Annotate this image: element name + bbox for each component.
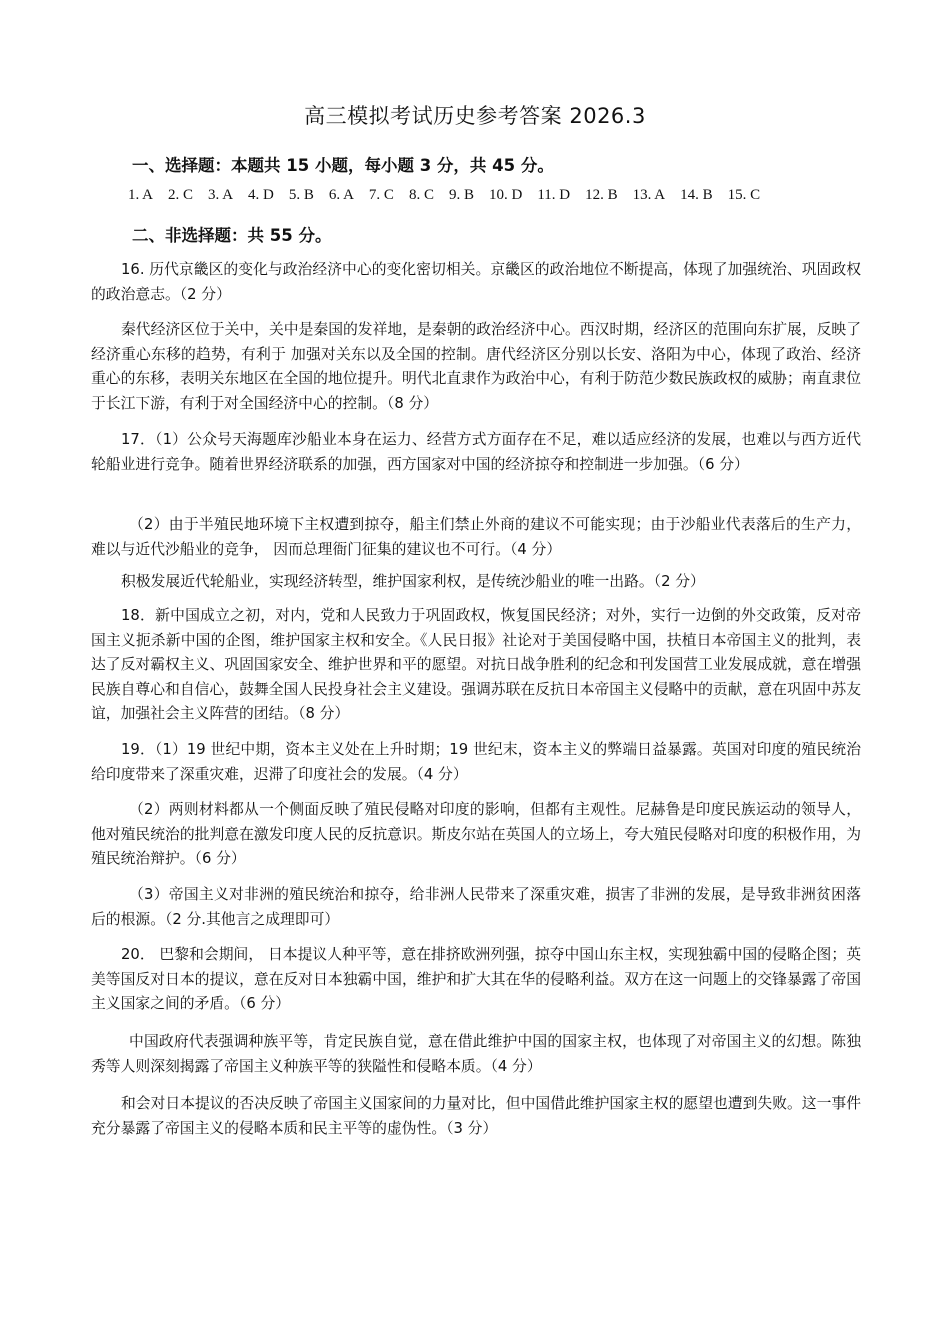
answer-paragraph: （2）两则材料都从一个侧面反映了殖民侵略对印度的影响，但都有主观性。尼赫鲁是印度民族运动的领导人，他对殖民统治的批判意在激发印度人民的反抗意识。斯皮尔站在英国人的立场上，夸大殖民侵略对印度的积极作用，为殖民统治辩护。（6 分） — [91, 801, 861, 867]
section-heading-essay: 二、非选择题：共 55 分。 — [132, 226, 332, 245]
answer-item: 3. A — [208, 187, 234, 203]
choice-answer-list — [128, 187, 868, 204]
page-title: 高三模拟考试历史参考答案 2026.3 — [304, 104, 646, 128]
section-heading-choice: 一、选择题：本题共 15 小题，每小题 3 分，共 45 分。 — [132, 156, 554, 175]
answer-item: 1. A — [128, 187, 154, 203]
answer-paragraph: 17．（1）公众号天海题库沙船业本身在运力、经营方式方面存在不足，难以适应经济的发展，也难以与西方近代轮船业进行竞争。随着世界经济联系的加强，西方国家对中国的经济掠夺和控制进一步加强。（6 分） — [91, 431, 861, 473]
answer-item: 14. B — [680, 187, 713, 203]
answer-paragraph: 中国政府代表强调种族平等，肯定民族自觉，意在借此维护中国的国家主权，也体现了对帝国主义的幻想。陈独秀等人则深刻揭露了帝国主义种族平等的狭隘性和侵略本质。（4 分） — [91, 1033, 861, 1075]
answer-item: 10. D — [488, 187, 523, 203]
answer-item: 9. B — [448, 187, 474, 203]
answer-paragraph: 20． 巴黎和会期间， 日本提议人种平等，意在排挤欧洲列强，掠夺中国山东主权，实现独霸中国的侵略企图；英美等国反对日本的提议，意在反对日本独霸中国，维护和扩大其在华的侵略利益。双方在这一问题上的交锋暴露了帝国主义国家之间的矛盾。（6 分） — [91, 946, 861, 1012]
answer-paragraph: （2）由于半殖民地环境下主权遭到掠夺，船主们禁止外商的建议不可能实现；由于沙船业代表落后的生产力，难以与近代沙船业的竞争， 因而总理衙门征集的建议也不可行。（4 分） — [91, 516, 861, 558]
answer-paragraph: 和会对日本提议的否决反映了帝国主义国家间的力量对比，但中国借此维护国家主权的愿望也遭到失败。这一事件充分暴露了帝国主义的侵略本质和民主平等的虚伪性。（3 分） — [91, 1095, 861, 1137]
answer-item: 11. D — [537, 187, 571, 203]
answer-paragraph: 16. 历代京畿区的变化与政治经济中心的变化密切相关。京畿区的政治地位不断提高，体现了加强统治、巩固政权的政治意志。（2 分） — [91, 261, 861, 303]
answer-paragraph: 18．新中国成立之初，对内，党和人民致力于巩固政权，恢复国民经济；对外，实行一边倒的外交政策，反对帝国主义扼杀新中国的企图，维护国家主权和安全。《人民日报》社论对于美国侵略中国，扶植日本帝国主义的批判，表达了反对霸权主义、巩固国家安全、维护世界和平的愿望。对抗日战争胜利的纪念和刊发国营工业发展成就，意在增强民族自尊心和自信心，鼓舞全国人民投身社会主义建设。强调苏联在反抗日本帝国主义侵略中的贡献，意在巩固中苏友谊，加强社会主义阵营的团结。（8 分） — [91, 607, 861, 722]
answer-item: 8. C — [408, 187, 434, 203]
answer-paragraph: 19．（1）19 世纪中期，资本主义处在上升时期；19 世纪末，资本主义的弊端日益暴露。英国对印度的殖民统治给印度带来了深重灾难，迟滞了印度社会的发展。（4 分） — [91, 741, 861, 783]
answer-item: 7. C — [368, 187, 394, 203]
answer-paragraph: （3）帝国主义对非洲的殖民统治和掠夺，给非洲人民带来了深重灾难，损害了非洲的发展，是导致非洲贫困落后的根源。（2 分.其他言之成理即可） — [91, 886, 861, 928]
answer-paragraph: 秦代经济区位于关中，关中是秦国的发祥地，是秦朝的政治经济中心。西汉时期，经济区的范围向东扩展，反映了经济重心东移的趋势，有利于 加强对关东以及全国的控制。唐代经济区分别以长安、洛阳为中心，体现了政治、经济重心的东移，表明关东地区在全国的地位提升。明代北直隶作为政治中心，有利于防范少数民族政权的威胁；南直隶位于长江下游，有利于对全国经济中心的控制。（8 分） — [91, 321, 861, 412]
answer-item: 13. A — [632, 187, 666, 203]
answer-item: 6. A — [328, 187, 354, 203]
answer-item: 12. B — [585, 187, 618, 203]
answer-item: 5. B — [288, 187, 314, 203]
answer-item: 4. D — [248, 187, 274, 203]
answer-paragraph: 积极发展近代轮船业，实现经济转型，维护国家利权，是传统沙船业的唯一出路。（2 分） — [121, 573, 705, 590]
answer-item: 15. C — [727, 187, 761, 203]
answer-item: 2. C — [168, 187, 194, 203]
